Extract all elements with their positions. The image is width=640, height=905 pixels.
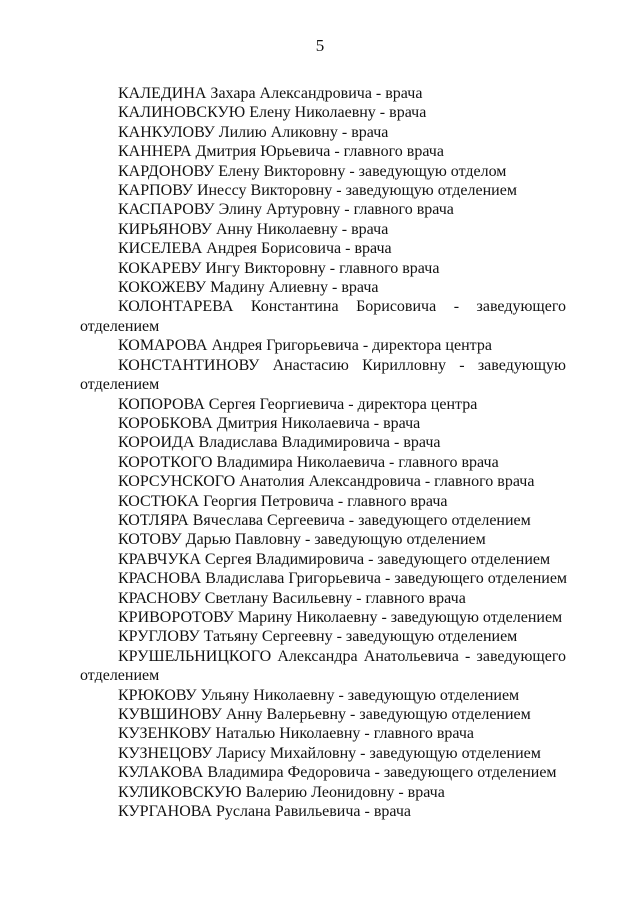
list-item (80, 530, 566, 549)
list-item (80, 763, 566, 782)
entry-text: КОЛОНТАРЕВА Константина Борисовича - заведующего (118, 298, 566, 316)
list-item (80, 783, 566, 802)
entry-text: КИСЕЛЕВА Андрея Борисовича - врача (118, 240, 392, 258)
list-item (80, 356, 566, 395)
entry-text: КАЛЕДИНА Захара Александровича - врача (118, 85, 423, 102)
entry-text: КРУШЕЛЬНИЦКОГО Александра Анатольевича - заведующего (118, 647, 566, 665)
list-item (80, 181, 566, 200)
list-item (80, 744, 566, 763)
entry-text: КУВШИНОВУ Анну Валерьевну - заведующую отделением (118, 706, 531, 723)
entry-text: КУЛИКОВСКУЮ Валерию Леонидовну - врача (118, 783, 445, 801)
entry-text: КОРОИДА Владислава Владимировича - врача (118, 434, 441, 452)
list-item (80, 511, 566, 530)
entry-list (80, 84, 566, 821)
entry-text: КРИВОРОТОВУ Марину Николаевну - заведующую отделением (118, 608, 563, 626)
list-item (80, 802, 566, 821)
entry-text-continuation: отделением (80, 376, 160, 394)
entry-text: КОТОВУ Дарью Павловну - заведующую отделением (118, 531, 486, 549)
list-item (80, 142, 566, 161)
entry-text: КРАСНОВА Владислава Григорьевича - заведующего отделением (118, 570, 568, 588)
list-item (80, 647, 566, 686)
list-item (80, 297, 566, 336)
entry-text: КУЗНЕЦОВУ Ларису Михайловну - заведующую отделением (118, 744, 541, 762)
list-item (80, 259, 566, 278)
list-item (80, 550, 566, 569)
entry-text: КАСПАРОВУ Элину Артуровну - главного врача (118, 201, 454, 219)
entry-text: КУРГАНОВА Руслана Равильевича - врача (118, 803, 411, 821)
entry-text: КАНКУЛОВУ Лилию Аликовну - врача (118, 123, 389, 141)
list-item (80, 414, 566, 433)
entry-text: КОМАРОВА Андрея Григорьевича - директора центра (118, 337, 492, 355)
entry-text: КУЛАКОВА Владимира Федоровича - заведующего отделением (118, 764, 557, 782)
entry-text: КАННЕРА Дмитрия Юрьевича - главного врача (118, 143, 444, 161)
list-item (80, 200, 566, 219)
entry-text: КОКОЖЕВУ Мадину Алиевну - врача (118, 279, 379, 297)
list-item (80, 220, 566, 239)
list-item (80, 724, 566, 743)
list-item (80, 103, 566, 122)
entry-text: КОРСУНСКОГО Анатолия Александровича - главного врача (118, 473, 535, 491)
list-item (80, 278, 566, 297)
list-item (80, 84, 566, 103)
entry-text: КРАВЧУКА Сергея Владимировича - заведующего отделением (118, 550, 551, 568)
entry-text: КРУГЛОВУ Татьяну Сергеевну - заведующую отделением (118, 628, 518, 646)
list-item (80, 123, 566, 142)
list-item (80, 433, 566, 452)
entry-text: КОСТЮКА Георгия Петровича - главного врача (118, 492, 448, 510)
list-item (80, 569, 566, 588)
entry-text: КОНСТАНТИНОВУ Анастасию Кирилловну - заведующую (118, 356, 566, 374)
entry-text: КОКАРЕВУ Ингу Викторовну - главного врача (118, 259, 440, 277)
list-item (80, 239, 566, 258)
entry-text: КОРОТКОГО Владимира Николаевича - главного врача (118, 453, 499, 471)
entry-text: КОТЛЯРА Вячеслава Сергеевича - заведующего отделением (118, 511, 531, 529)
list-item (80, 589, 566, 608)
page-number: 5 (315, 36, 325, 55)
entry-text: КИРЬЯНОВУ Анну Николаевну - врача (118, 220, 389, 238)
list-item (80, 336, 566, 355)
list-item (80, 705, 566, 724)
list-item (80, 627, 566, 646)
entry-text: КОРОБКОВА Дмитрия Николаевича - врача (118, 414, 421, 432)
entry-text: КУЗЕНКОВУ Наталью Николаевну - главного врача (118, 725, 475, 743)
entry-text: КАРПОВУ Инессу Викторовну - заведующую отделением (118, 182, 517, 200)
entry-text: КАРДОНОВУ Елену Викторовну - заведующую отделом (118, 162, 507, 180)
list-item (80, 492, 566, 511)
entry-text: КРЮКОВУ Ульяну Николаевну - заведующую отделением (118, 686, 520, 704)
list-item (80, 162, 566, 181)
list-item (80, 472, 566, 491)
list-item (80, 608, 566, 627)
list-item (80, 453, 566, 472)
entry-text: КАЛИНОВСКУЮ Елену Николаевну - врача (118, 104, 427, 122)
entry-text-continuation: отделением (80, 667, 160, 685)
list-item (80, 395, 566, 414)
entry-text: КОПОРОВА Сергея Георгиевича - директора центра (118, 395, 478, 413)
entry-text: КРАСНОВУ Светлану Васильевну - главного врача (118, 589, 466, 607)
list-item (80, 686, 566, 705)
entry-text-continuation: отделением (80, 317, 160, 335)
